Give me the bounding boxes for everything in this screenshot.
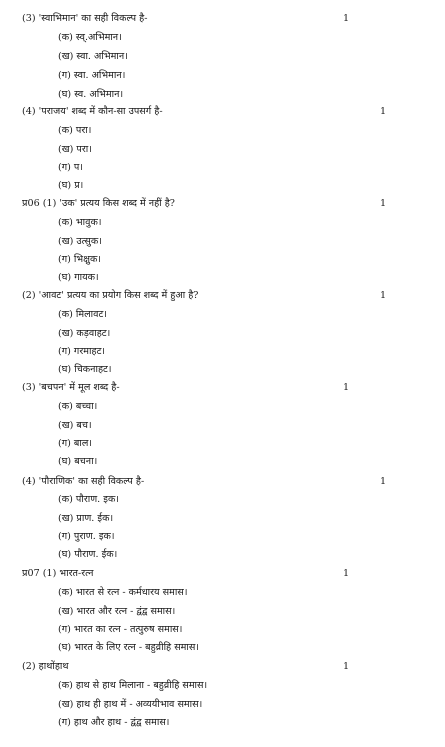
option [0,491,445,509]
option-text: (क) भारत से रत्न - कर्मधारय समास। [58,587,188,598]
question-text: (3) 'बचपन' में मूल शब्द है- [22,382,120,393]
question-6-3-bachpan [0,379,445,397]
option-text: (ग) स्वा. अभिमान। [58,70,126,81]
option-text: (ग) प। [58,162,84,173]
option-text: (ग) पुराण. इक। [58,531,115,542]
option [0,621,445,639]
option [0,67,445,85]
option [0,603,445,621]
option-text: (घ) प्र। [58,180,84,191]
option-text: (क) हाथ से हाथ मिलाना - बहुव्रीहि समास। [58,680,208,691]
question-marks: 1 [380,290,387,301]
question-6-4-pauranik [0,473,445,491]
question-marks: 1 [343,568,350,579]
option-text: (क) बच्चा। [58,401,98,412]
option [0,48,445,66]
question-marks: 1 [343,13,350,24]
option-text: (ख) प्राण. ईक। [58,513,114,524]
option [0,343,445,361]
option-text: (ख) कड़वाहट। [58,328,111,339]
option [0,398,445,416]
option [0,141,445,159]
option [0,696,445,714]
question-marks: 1 [380,476,387,487]
option [0,177,445,195]
question-text: (4) 'पौराणिक' का सही विकल्प है- [22,476,145,487]
option [0,435,445,453]
question-6-1-uk [0,195,445,213]
question-text: (2) 'आवट' प्रत्यय का प्रयोग किस शब्द में हुआ है? [22,290,199,301]
option-text: (घ) भारत के लिए रत्न - बहुव्रीहि समास। [58,642,200,653]
option [0,306,445,324]
question-marks: 1 [343,382,350,393]
option-text: (ग) भारत का रत्न - तत्पुरुष समास। [58,624,183,635]
question-3-svabhiman [0,10,445,28]
option-text: (ख) परा। [58,144,92,155]
option-text: (ग) भिक्षुक। [58,254,102,265]
option-text: (क) पौराण. इक। [58,494,119,505]
option [0,584,445,602]
question-6-2-aavat [0,287,445,305]
option-text: (ख) भारत और रत्न - द्वंद्व समास। [58,606,176,617]
option [0,510,445,528]
option [0,159,445,177]
option [0,417,445,435]
option [0,714,445,732]
option-text: (घ) पौराण. ईक। [58,549,118,560]
option [0,86,445,104]
option-text: (घ) गायक। [58,272,99,283]
option-text: (क) परा। [58,125,92,136]
question-marks: 1 [380,106,387,117]
question-4-parajay [0,103,445,121]
option-text: (क) भावुक। [58,217,102,228]
option [0,233,445,251]
question-text: (4) 'पराजय' शब्द में कौन-सा उपसर्ग है- [22,106,163,117]
option-text: (क) स्व्.अभिमान। [58,32,122,43]
question-7-2-haathonhaath [0,658,445,676]
option-text: (घ) चिकनाहट। [58,364,112,375]
question-text: (2) हाथोंहाथ [22,661,69,672]
question-marks: 1 [380,198,387,209]
option-text: (ख) बच। [58,420,92,431]
option [0,122,445,140]
question-marks: 1 [343,661,350,672]
question-text: प्र07 (1) भारत-रत्न [22,568,94,579]
option [0,528,445,546]
option-text: (ग) हाथ और हाथ - द्वंद्व समास। [58,717,170,728]
option-text: (घ) बचना। [58,456,98,467]
option [0,29,445,47]
option-text: (ग) बाल। [58,438,93,449]
option [0,546,445,564]
option [0,251,445,269]
option-text: (ग) गरमाहट। [58,346,106,357]
option [0,325,445,343]
option [0,453,445,471]
option [0,214,445,232]
question-text: (3) 'स्वाभिमान' का सही विकल्प है- [22,13,148,24]
option [0,361,445,379]
option [0,269,445,287]
option-text: (ख) हाथ ही हाथ में - अव्ययीभाव समास। [58,699,203,710]
question-text: प्र06 (1) 'उक' प्रत्यय किस शब्द में नहीं है? [22,198,175,209]
option [0,677,445,695]
option-text: (क) मिलावट। [58,309,107,320]
question-7-1-bharat-ratna [0,565,445,583]
option-text: (ख) उत्सुक। [58,236,102,247]
option [0,639,445,657]
option-text: (ख) स्वा. अभिमान। [58,51,128,62]
option-text: (घ) स्व. अभिमान। [58,89,124,100]
